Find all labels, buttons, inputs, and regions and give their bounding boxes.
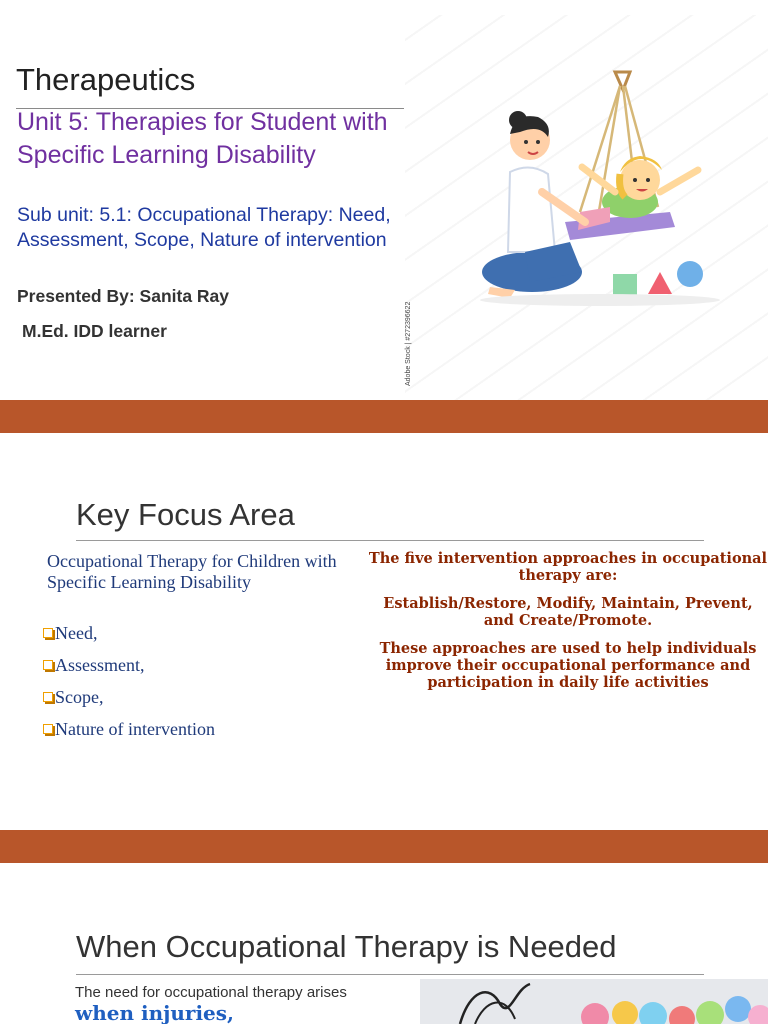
focus-bullet: Nature of intervention [43,719,215,740]
need-emphasis: when injuries, [75,1001,234,1024]
intervention-approaches [368,550,768,702]
unit-heading: Unit 5: Therapies for Student with Specific Learning Disability [17,108,388,169]
need-slide [0,863,768,1024]
presenter-credential: M.Ed. IDD learner [22,321,167,341]
focus-bullet: Scope, [43,687,104,708]
slide-title: Key Focus Area [76,497,295,532]
need-body-text: The need for occupational therapy arises when injuries, [75,984,347,1024]
approaches-heading: The five intervention approaches in occupational therapy are: [368,550,768,584]
approaches-note: These approaches are used to help individuals improve their occupational performance and participation in daily life activities [379,640,757,691]
title-slide [0,0,768,400]
presenter: Presented By: Sanita Ray [17,286,230,306]
title-divider [76,540,704,541]
key-focus-slide [0,433,768,830]
slide-title: Therapeutics [16,62,196,97]
focus-bullet: Need, [43,623,97,644]
slide-title: When Occupational Therapy is Needed [76,929,617,964]
section-divider-band [0,400,768,433]
focus-bullet: Assessment, [43,655,145,676]
therapist-child-swing-illustration [470,62,730,322]
title-divider [76,974,704,975]
checkbox-bullet-icon [43,660,53,670]
subunit-heading: Sub unit: 5.1: Occupational Therapy: Need, Assessment, Scope, Nature of intervention [17,204,391,251]
checkbox-bullet-icon [43,724,53,734]
buttons-and-thread-photo [420,979,768,1024]
section-divider-band [0,830,768,863]
focus-lead-text: Occupational Therapy for Children with Specific Learning Disability [47,551,337,592]
image-credit: Adobe Stock | #272396622 [405,301,412,386]
checkbox-bullet-icon [43,628,53,638]
approaches-list: Establish/Restore, Modify, Maintain, Prevent, and Create/Promote. [383,595,753,629]
checkbox-bullet-icon [43,692,53,702]
